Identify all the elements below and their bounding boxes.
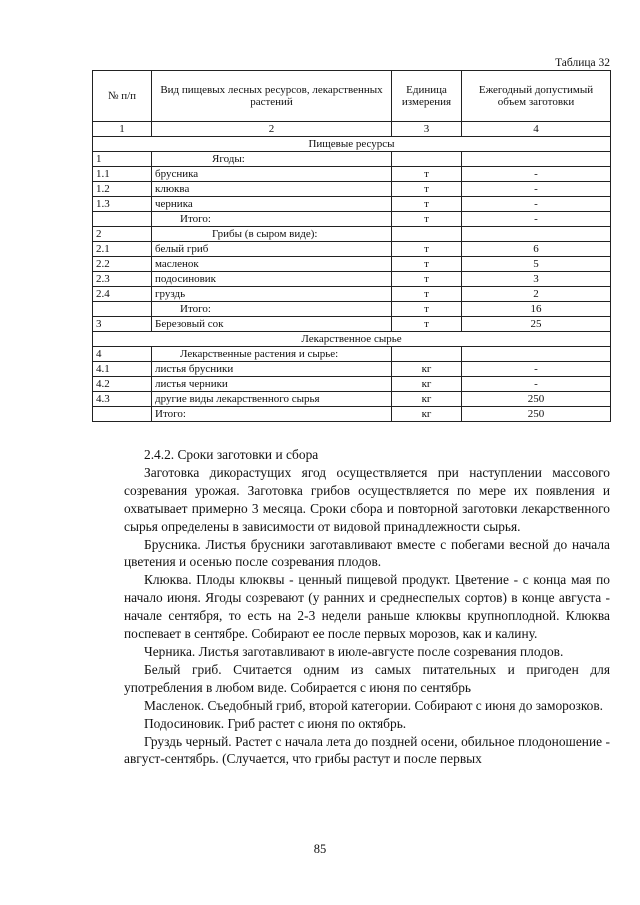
resources-table: [92, 70, 611, 422]
row-num: 1: [93, 152, 152, 167]
row-volume: 250: [462, 392, 611, 407]
row-num: 4.2: [93, 377, 152, 392]
row-num: [93, 302, 152, 317]
row-unit: т: [392, 242, 462, 257]
header-type: Вид пищевых лесных ресурсов, лекарственных растений: [152, 71, 392, 122]
table-row: [93, 392, 611, 407]
row-unit: кг: [392, 377, 462, 392]
row-unit: кг: [392, 392, 462, 407]
row-volume: -: [462, 212, 611, 227]
row-volume: -: [462, 362, 611, 377]
table-row: [93, 152, 611, 167]
row-volume: 2: [462, 287, 611, 302]
paragraph: Заготовка дикорастущих ягод осуществляется при наступлении массового созревания урожая. Заготовка грибов осуществляется по мере их появления и охватывает примерно 3 месяца. Сроки сбора и повторной заготовки лекарственного сырья определены в зависимости от видовой принадлежности сырья.: [124, 464, 610, 534]
header-unit: Единица измерения: [392, 71, 462, 122]
row-volume: -: [462, 182, 611, 197]
column-number-row: [93, 122, 611, 137]
body-text: [124, 446, 610, 768]
row-num: [93, 407, 152, 422]
row-volume: -: [462, 377, 611, 392]
row-unit: т: [392, 212, 462, 227]
row-unit: [392, 347, 462, 362]
col-number: 4: [462, 122, 611, 137]
row-num: 3: [93, 317, 152, 332]
row-volume: 3: [462, 272, 611, 287]
table-row: [93, 347, 611, 362]
row-unit: т: [392, 167, 462, 182]
row-num: 1.2: [93, 182, 152, 197]
row-volume: [462, 347, 611, 362]
table-row: [93, 287, 611, 302]
row-name: подосиновик: [152, 272, 392, 287]
table-header-row: [93, 71, 611, 122]
row-num: 1.3: [93, 197, 152, 212]
row-num: 1.1: [93, 167, 152, 182]
table-row: [93, 257, 611, 272]
paragraph: Черника. Листья заготавливают в июле-августе после созревания плодов.: [144, 643, 564, 659]
paragraph: Масленок. Съедобный гриб, второй категории. Собирают с июня до заморозков.: [144, 697, 604, 713]
section-row: [93, 332, 611, 347]
table-row: [93, 317, 611, 332]
col-number: 2: [152, 122, 392, 137]
row-name: черника: [152, 197, 392, 212]
row-name: Березовый сок: [152, 317, 392, 332]
table-row: [93, 197, 611, 212]
row-volume: 25: [462, 317, 611, 332]
section-row: [93, 137, 611, 152]
section-title-medicinal: Лекарственное сырье: [93, 332, 611, 347]
table-row-total: [93, 212, 611, 227]
row-unit: т: [392, 317, 462, 332]
row-num: [93, 212, 152, 227]
row-unit: кг: [392, 362, 462, 377]
row-volume: 6: [462, 242, 611, 257]
paragraph: Брусника. Листья брусники заготавливают вместе с побегами весной до начала цветения и осенью после созревания плодов.: [124, 536, 610, 570]
row-num: 2.4: [93, 287, 152, 302]
page-number: 85: [313, 842, 327, 856]
row-volume: 250: [462, 407, 611, 422]
row-name: масленок: [152, 257, 392, 272]
table-row: [93, 227, 611, 242]
row-num: 2.3: [93, 272, 152, 287]
row-name: Грибы (в сыром виде):: [152, 227, 392, 242]
row-volume: [462, 227, 611, 242]
header-volume: Ежегодный допустимый объем заготовки: [462, 71, 611, 122]
row-num: 2.2: [93, 257, 152, 272]
row-name: Итого:: [152, 212, 392, 227]
paragraph: Подосиновик. Гриб растет с июня по октябрь.: [144, 715, 407, 731]
table-row-total: [93, 302, 611, 317]
row-volume: [462, 152, 611, 167]
row-name: Лекарственные растения и сырье:: [152, 347, 392, 362]
row-num: 2: [93, 227, 152, 242]
row-name: Ягоды:: [152, 152, 392, 167]
paragraph: Груздь черный. Растет с начала лета до поздней осени, обильное плодоношение - август-сентябрь. (Случается, что грибы растут и после первых: [124, 733, 610, 767]
row-name: груздь: [152, 287, 392, 302]
row-volume: -: [462, 197, 611, 212]
row-unit: т: [392, 182, 462, 197]
paragraph: Белый гриб. Считается одним из самых питательных и пригоден для употребления в любом виде. Собирается с июня по сентябрь: [124, 661, 610, 695]
paragraph: Клюква. Плоды клюквы - ценный пищевой продукт. Цветение - с конца мая по начало июня. Ягоды созревают (у ранних и среднеспелых сортов) в конце августа - начале сентября, то есть на 2-3 недели раньше клюквы крупноплодной. Клюква поспевает в сентябре. Собирают ее после первых морозов, как и калину.: [124, 572, 610, 642]
table-row-total: [93, 407, 611, 422]
row-name: клюква: [152, 182, 392, 197]
row-name: Итого:: [152, 407, 392, 422]
row-unit: т: [392, 287, 462, 302]
row-num: 4: [93, 347, 152, 362]
row-unit: т: [392, 257, 462, 272]
row-name: Итого:: [152, 302, 392, 317]
row-volume: 5: [462, 257, 611, 272]
row-name: листья черники: [152, 377, 392, 392]
table-caption: Таблица 32: [555, 57, 610, 69]
row-num: 2.1: [93, 242, 152, 257]
row-unit: т: [392, 197, 462, 212]
section-heading: 2.4.2. Сроки заготовки и сбора: [144, 447, 319, 462]
col-number: 1: [93, 122, 152, 137]
row-name: брусника: [152, 167, 392, 182]
section-title-food: Пищевые ресурсы: [93, 137, 611, 152]
row-unit: [392, 152, 462, 167]
row-unit: кг: [392, 407, 462, 422]
row-num: 4.1: [93, 362, 152, 377]
row-unit: т: [392, 272, 462, 287]
table-row: [93, 362, 611, 377]
row-name: другие виды лекарственного сырья: [152, 392, 392, 407]
col-number: 3: [392, 122, 462, 137]
table-row: [93, 272, 611, 287]
table-row: [93, 182, 611, 197]
table-row: [93, 167, 611, 182]
header-num: № п/п: [93, 71, 152, 122]
row-volume: -: [462, 167, 611, 182]
row-unit: т: [392, 302, 462, 317]
table-row: [93, 242, 611, 257]
row-volume: 16: [462, 302, 611, 317]
row-name: белый гриб: [152, 242, 392, 257]
table-row: [93, 377, 611, 392]
row-name: листья брусники: [152, 362, 392, 377]
row-unit: [392, 227, 462, 242]
row-num: 4.3: [93, 392, 152, 407]
